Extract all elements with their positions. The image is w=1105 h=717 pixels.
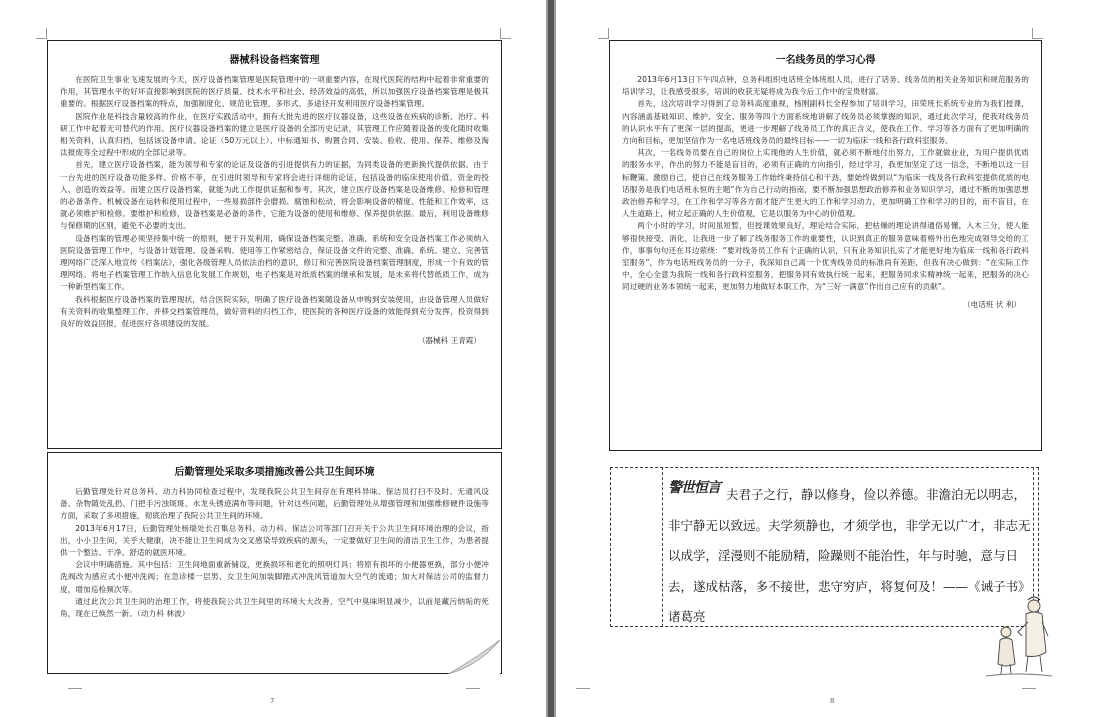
crop-mark xyxy=(500,28,511,39)
article-restroom-improvement xyxy=(47,452,502,674)
article-title: 器械科设备档案管理 xyxy=(229,55,320,66)
paragraph: 2013年6月17日，后勤管理处杨瑞处长召集总务科、动力科、保洁公司等部门召开关于公共卫生间环境治理的会议，指出，小小卫生间，关乎大健康，决不能让卫生间成为交叉感染导致疾病的源头，一定要做好卫生间的清洁卫生工作，为患者提供一个整洁、干净、舒适的就医环境。 xyxy=(60,523,489,558)
paragraph: 医院作业是科技含量较高的作业，在医疗实践活动中，拥有大批先进的医疗仪器设备，这些设备在疾病的诊断、治疗、科研工作中起着无可替代的作用。医疗仪器设备档案的建立是医疗设备的全部历史记录，其管理工作应随着设备的变化随时收集相关资料，认真归档，包括该设备申请、论证（50万元以上）、中标通知书、购置合同、安装、验收、使用、保养、维修及淘汰报废等全过程中形成的全部记录等。 xyxy=(60,111,489,158)
paragraph: 后勤管理处针对总务科、动力科协同检查过程中，发现我院公共卫生间存在有理科异味、保洁员打扫不及时、无通风设备、杂物随处乱扔、门把手污浊斑斑、水龙头锈迹满布等问题，针对这些问题，后勤管理处从增强管理和加强维修硬件设施等方面，采取了多项措施，彻底治理了我院公共卫生间的环境。 xyxy=(60,487,489,521)
crop-mark xyxy=(1032,28,1043,39)
quote-label: 警世恒言 xyxy=(668,480,720,496)
paragraph: 我科根据医疗设备档案的管理现状，结合医院实际，明确了医疗设备档案随设备从申购到安装使用，由设备管理人员做好有关资料的收集整理工作，并移交档案管理员，做好资料的归档工作，使医院的各种医疗设备的效能得到充分发挥，投资得到良好的效益回报，促进医疗各项建设的发展。 xyxy=(60,294,489,329)
footer-rule xyxy=(68,688,82,689)
quote-body: 夫君子之行，静以修身，俭以养德。非澹泊无以明志，非宁静无以致远。夫学须静也，才须学也，非学无以广才，非志无以成学，淫漫则不能励精，险躁则不能治性，年与时驰，意与日去，遂成枯落，多不接世，悲守穷庐，将复何及！——《诫子书》诸葛亮 xyxy=(668,487,1031,624)
crop-mark xyxy=(36,28,47,39)
scholar-figure-illustration xyxy=(982,592,1054,678)
document-page-left xyxy=(0,0,546,717)
article-lineman-study-notes xyxy=(609,40,1042,451)
page-number: 7 xyxy=(270,697,275,705)
page-gutter xyxy=(546,0,556,717)
paragraph: 两个小时的学习，时间虽短暂，但授课效果良好，理论结合实际，把枯燥的理论讲得通俗易懂，入木三分，使人能够很快接受、消化，让我进一步了解了线务服务工作的重要性，认识到真正的服务意味着格外出色地完成领导交给的工作，事事句句还在耳边萦绕：“要对线务员工作有个正确的认识，只有业务知识扎实了才能更好地为临床一线和各行政科室服务”，作为电话班线务员的一分子，我深知自己离一个优秀线务员的标准尚有差距，但我有决心做到：“在实际工作中，全心全意为我院一线和各行政科室服务，把服务同有效执行统一起来，把服务同求实精神统一起来，把服务的决心同过硬的业务本领统一起来，更加努力地做好本职工作，为“三好一满意”作出自己应有的贡献”。 xyxy=(622,221,1029,292)
paragraph: 在医院卫生事业飞速发展的今天，医疗设备档案管理是医院管理中的一项重要内容，在现代医院的结构中起着非常重要的作用，其管理水平的好坏直接影响到医院的医疗质量、技术水平和社会、经济效益的高低，所以加强医疗设备档案管理是极其重要的。根据医疗设备档案的特点，加强制度化、规范化管理，多形式、多途径开发利用医疗设备档案管理。 xyxy=(60,75,489,109)
crop-mark xyxy=(598,28,609,39)
article-title: 一名线务员的学习心得 xyxy=(775,55,876,66)
paragraph: 2013年6月13日下午四点钟，总务科组织电话班全体班组人员，进行了话务、线务员的相关业务知识和规范服务的培训学习，让我感受很多，培训的收获无疑将成为我今后工作中的宝贵财富。 xyxy=(622,75,1029,97)
paragraph: 首先，这次培训学习得到了总务科高度重视，杨刚副科长全程参加了培训学习，田荣班长系统专业的为我们授课，内容涵盖基础知识、维护、安全、服务等四个方面系统地讲解了线务员必须掌握的知识，通过此次学习，使我对线务员的认识水平有了更深一层的提高，更进一步理解了线务员工作的真正含义，使我在工作、学习等各方面有了更加明确的方向和目标，更加坚信作为一名电话班线务员的最终目标——一切为临床一线和各行政科室服务。 xyxy=(622,99,1029,146)
paragraph: 设备档案的管理必须坚持集中统一的原则，便于开发利用，确保设备档案完整、准确、系统和安全设备档案工作必须纳入医院设备管理工作中，与设备计划管理、设备采购、使用等工作紧密结合，保证设备文件的完整、准确、系统。建立、完善管理网络广泛深入地宣传《档案法》，强化各级管理人员依法治档的意识，修订和完善医院设备档案管理制度，形成一个有效的管理网络。将电子档案管理工作纳入信息化发展工作规划，电子档案是对纸质档案的继承和发展，是未来将代替纸质工作，成为一种新型档案工作。 xyxy=(60,233,489,292)
article-signature: （器械科 王青霞） xyxy=(417,336,481,346)
page-number: 8 xyxy=(830,697,835,705)
paragraph: 首先，建立医疗设备档案，能为领导和专家的论证及设备的引进提供有力的证据，为同类设备的更新换代提供依据。由于一台先进的医疗设备功能多样、价格不菲，在引进时领导和专家将会进行详细的论证，包括设备的临床使用价值、资金的投入、创造的效益等。而建立医疗设备档案，就能为此工作提供证据和参考。其次，建立医疗设备档案是设备维修、检修和管理的必备条件。机械设备在运转和使用过程中，一些易损部件会磨损、腐蚀和松动，将会影响设备的精度、性能和工作效率，这就必须维护和检修。要维护和检修，设备档案是必备的条件，它能为设备的使用和维修、保养提供依据。最后，利用设备维修与保修期的区别，避免不必要的支出。 xyxy=(60,160,489,231)
paragraph: 其次，一名线务员要在自己的岗位上实现他的人生价值，就必须不断地付出努力，工作就做业业，为用户提供优质的服务水平，作出的努力不能是盲目的，必须有正确的方向指引，经过学习，我更加坚定了这一信念，不断地以这一目标鞭策、激励自己，使自己在线务服务工作始终秉持信心和干劲，要始终做到以“为临床一线及各行政科室提供优质的电话服务是我们电话班永恒的主题”作为自己行动的指南，要不断加强思想政治修养和业务知识学习，通过不断的加强思想政治修养和学习，在工作和学习等各方面才能产生更大的工作和学习动力，更加明确工作和学习的目的，而不盲目，在人生道路上，树立起正确的人生价值观，它是以服务为中心的价值观。 xyxy=(622,148,1029,219)
footer-rule xyxy=(1022,688,1036,689)
footer-rule xyxy=(466,688,480,689)
page-curl-decoration xyxy=(448,640,500,674)
paragraph: 会议中明确措施。其中包括：卫生间地面重新铺设，更换损坏和老化的照明灯具；将原有损坏的小便器更换，部分小便冲洗阀改为感应式小便冲洗阀；在急诊楼一层男、女卫生间加装脚踏式冲洗风管道加大空气的流通；加大对保洁公司的监督力度，增加巡检频次等。 xyxy=(60,560,489,594)
article-device-archives xyxy=(47,40,502,449)
footer-rule xyxy=(576,688,590,689)
article-title: 后勤管理处采取多项措施改善公共卫生间环境 xyxy=(174,467,375,478)
article-signature: （电话班 伏 利） xyxy=(963,299,1021,309)
paragraph: 通过此次公共卫生间的治理工作，将使我院公共卫生间里的环境大大改善，空气中臭味明显减少，以前是藏污纳垢的死角，现在已焕然一新。（动力科 林波） xyxy=(60,596,489,619)
